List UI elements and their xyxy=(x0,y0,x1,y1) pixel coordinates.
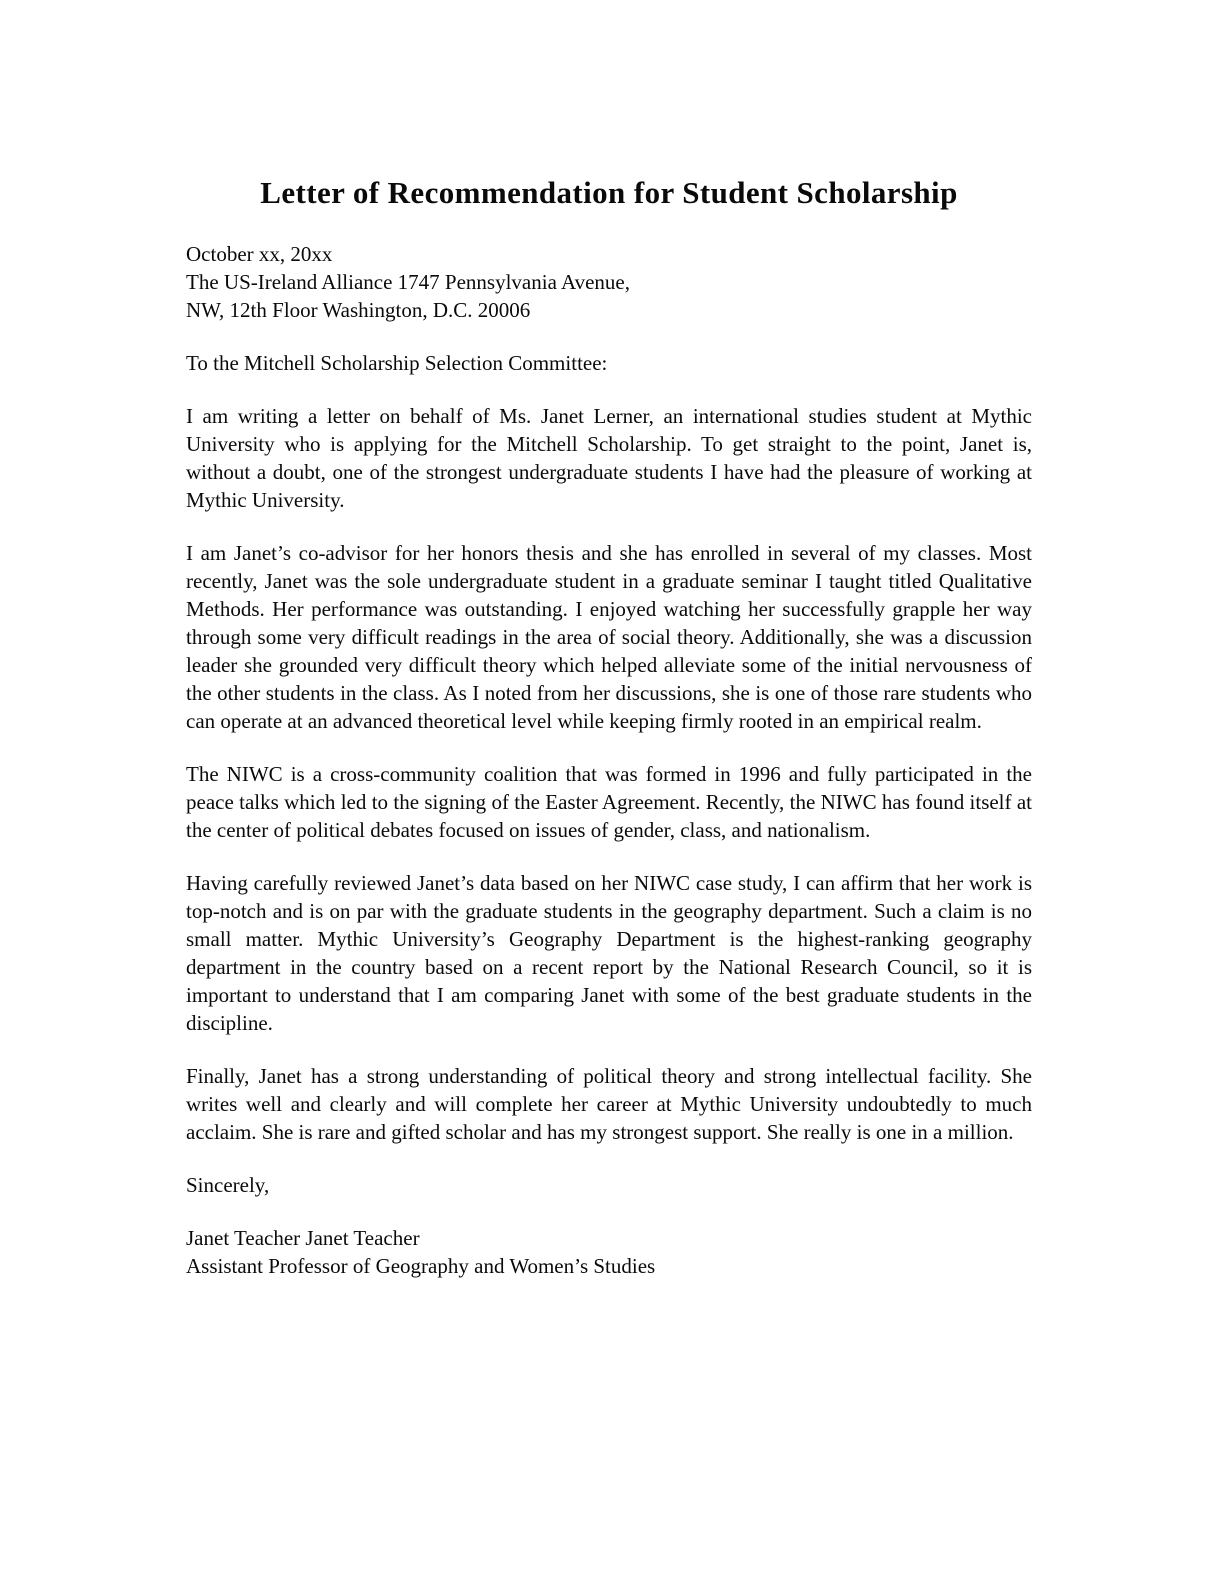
letter-content xyxy=(186,0,1032,1280)
letter-title: Letter of Recommendation for Student Scholarship xyxy=(260,175,958,210)
date-line: October xx, 20xx xyxy=(186,242,333,266)
paragraph-comparison: Having carefully reviewed Janet’s data based on her NIWC case study, I can affirm that her work is top-notch and is on par with the graduate students in the geography department. Such a claim is no small matter. Mythic University’s Geography Department is the highest-ranking geography department in the country based on a recent report by the National Research Council, so it is important to understand that I am comparing Janet with some of the best graduate students in the discipline. xyxy=(186,871,1032,1035)
recipient-address-line-2: NW, 12th Floor Washington, D.C. 20006 xyxy=(186,298,531,322)
recipient-address-line-1: The US-Ireland Alliance 1747 Pennsylvania Avenue, xyxy=(186,270,630,294)
paragraph-niwc: The NIWC is a cross-community coalition that was formed in 1996 and fully participated in the peace talks which led to the signing of the Easter Agreement. Recently, the NIWC has found itself at the center of political debates focused on issues of gender, class, and nationalism. xyxy=(186,762,1032,842)
salutation: To the Mitchell Scholarship Selection Committee: xyxy=(186,351,608,375)
signature-name: Janet Teacher Janet Teacher xyxy=(186,1226,420,1250)
signature-block xyxy=(186,1224,1032,1280)
closing: Sincerely, xyxy=(186,1173,270,1197)
paragraph-coursework: I am Janet’s co-advisor for her honors thesis and she has enrolled in several of my classes. Most recently, Janet was the sole undergraduate student in a graduate seminar I taught titled Qualitative Methods. Her performance was outstanding. I enjoyed watching her successfully grapple her way through some very difficult readings in the area of social theory. Additionally, she was a discussion leader she grounded very difficult theory which helped alleviate some of the initial nervousness of the other students in the class. As I noted from her discussions, she is one of those rare students who can operate at an advanced theoretical level while keeping firmly rooted in an empirical realm. xyxy=(186,541,1032,733)
paragraph-introduction: I am writing a letter on behalf of Ms. Janet Lerner, an international studies student at Mythic University who is applying for the Mitchell Scholarship. To get straight to the point, Janet is, without a doubt, one of the strongest undergraduate students I have had the pleasure of working at Mythic University. xyxy=(186,404,1032,512)
paragraph-conclusion: Finally, Janet has a strong understanding of political theory and strong intellectual facility. She writes well and clearly and will complete her career at Mythic University undoubtedly to much acclaim. She is rare and gifted scholar and has my strongest support. She really is one in a million. xyxy=(186,1064,1032,1144)
signature-title: Assistant Professor of Geography and Women’s Studies xyxy=(186,1254,656,1278)
letter-header-block xyxy=(186,240,1032,324)
